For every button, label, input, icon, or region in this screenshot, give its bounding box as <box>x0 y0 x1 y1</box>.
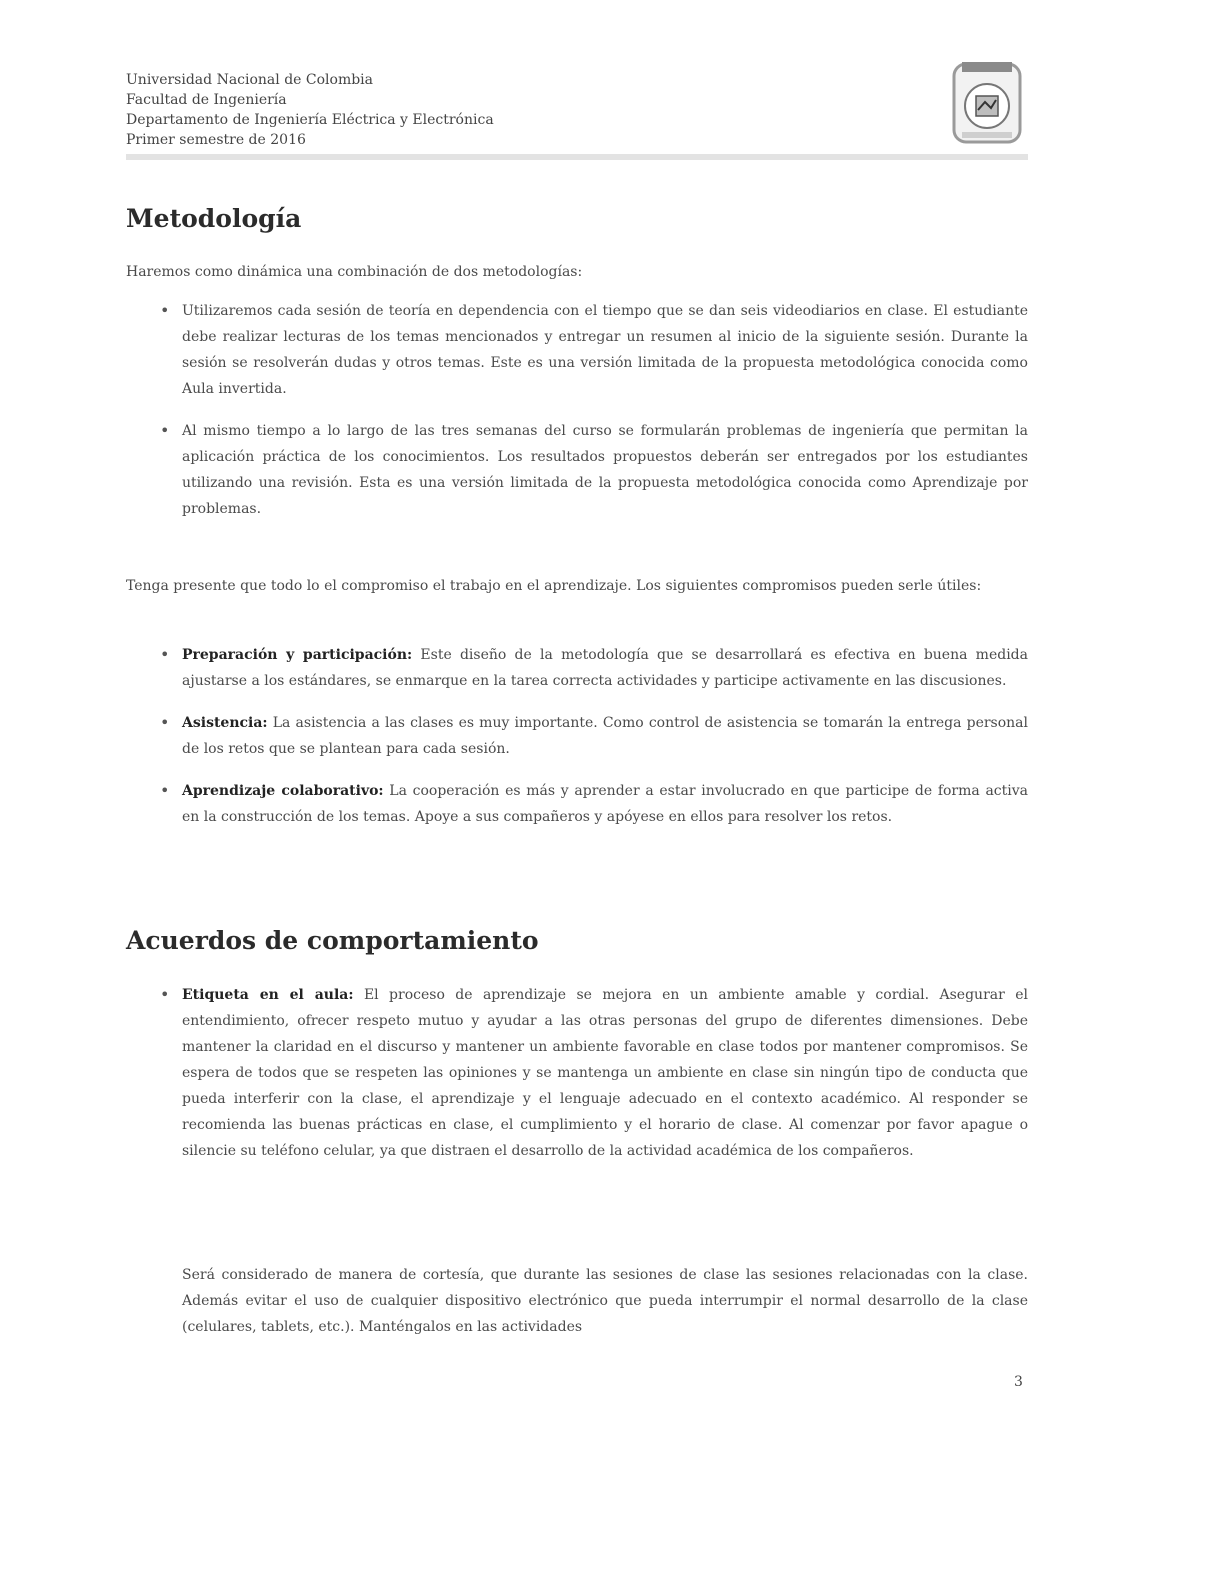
institution-info <box>126 70 494 150</box>
methodology-heading: Metodología <box>126 204 302 233</box>
list-item <box>160 982 1028 1164</box>
university-seal-icon <box>948 58 1026 148</box>
bullet-icon: • <box>160 781 170 800</box>
agreements-list <box>160 982 1028 1180</box>
bullet-icon: • <box>160 713 170 732</box>
methodology-note: Tenga presente que todo lo el compromiso el trabajo en el aprendizaje. Los siguientes compromisos pueden serle útiles: <box>126 578 982 594</box>
commitment-term: Asistencia: <box>182 715 268 731</box>
commitment-term: Aprendizaje colaborativo: <box>182 783 384 799</box>
header-divider <box>126 154 1028 160</box>
commitment-text: Este diseño de la metodología que se desarrollará es efectiva en buena medida ajustarse a los estándares, se enmarque en la tarea correcta actividades y participe activamente en las discusiones. <box>182 647 1028 689</box>
list-item <box>160 298 1028 402</box>
agreement-term: Etiqueta en el aula: <box>182 987 354 1003</box>
bullet-icon: • <box>160 645 170 664</box>
commitment-text: La asistencia a las clases es muy importante. Como control de asistencia se tomarán la entrega personal de los retos que se plantean para cada sesión. <box>182 715 1029 757</box>
methodology-item-text: Utilizaremos cada sesión de teoría en dependencia con el tiempo que se dan seis videodiarios en clase. El estudiante debe realizar lecturas de los temas mencionados y entregar un resumen al inicio de la siguiente sesión. Durante la sesión se resolverán dudas y otros temas. Este es una versión limitada de la propuesta metodológica conocida como Aula invertida. <box>182 303 1028 397</box>
header-semester: Primer semestre de 2016 <box>126 132 306 148</box>
commitments-list <box>160 642 1028 846</box>
commitment-term: Preparación y participación: <box>182 647 413 663</box>
header-faculty: Facultad de Ingeniería <box>126 92 287 108</box>
page-header <box>126 68 1028 152</box>
page-number: 3 <box>1014 1374 1023 1390</box>
commitment-text: La cooperación es más y aprender a estar involucrado en que participe de forma activa en la construcción de los temas. Apoye a sus compañeros y apóyese en ellos para resolver los retos. <box>182 783 1028 825</box>
agreements-closing: Será considerado de manera de cortesía, que durante las sesiones de clase las sesiones relacionadas con la clase. Además evitar el uso de cualquier dispositivo electrónico que pueda interrumpir el normal desarrollo de la clase (celulares, tablets, etc.). Manténgalos en las actividades <box>182 1267 1028 1335</box>
agreement-text: El proceso de aprendizaje se mejora en un ambiente amable y cordial. Asegurar el entendimiento, ofrecer respeto mutuo y ayudar a las otras personas del grupo de diferentes dimensiones. Debe mantener la claridad en el discurso y mantener un ambiente favorable en clase todos por mantener compromisos. Se espera de todos que se respeten las opiniones y se mantenga un ambiente en clase sin ningún tipo de conducta que pueda interferir con la clase, el aprendizaje y el lenguaje adecuado en el contexto académico. Al responder se recomienda las buenas prácticas en clase, el cumplimiento y el horario de clase. Al comenzar por favor apague o silencie su teléfono celular, ya que distraen el desarrollo de la actividad académica de los compañeros. <box>182 987 1028 1159</box>
list-item <box>160 710 1028 762</box>
methodology-intro: Haremos como dinámica una combinación de dos metodologías: <box>126 264 583 280</box>
bullet-icon: • <box>160 301 170 320</box>
bullet-icon: • <box>160 421 170 440</box>
header-university: Universidad Nacional de Colombia <box>126 72 374 88</box>
agreements-heading: Acuerdos de comportamiento <box>126 926 539 955</box>
bullet-icon: • <box>160 985 170 1004</box>
list-item <box>160 418 1028 522</box>
methodology-list <box>160 298 1028 538</box>
list-item <box>160 642 1028 694</box>
header-department: Departamento de Ingeniería Eléctrica y Electrónica <box>126 112 494 128</box>
list-item <box>160 778 1028 830</box>
methodology-item-text: Al mismo tiempo a lo largo de las tres semanas del curso se formularán problemas de ingeniería que permitan la aplicación práctica de los conocimientos. Los resultados propuestos deberán ser entregados por los estudiantes utilizando una revisión. Esta es una versión limitada de la propuesta metodológica conocida como Aprendizaje por problemas. <box>182 423 1028 517</box>
